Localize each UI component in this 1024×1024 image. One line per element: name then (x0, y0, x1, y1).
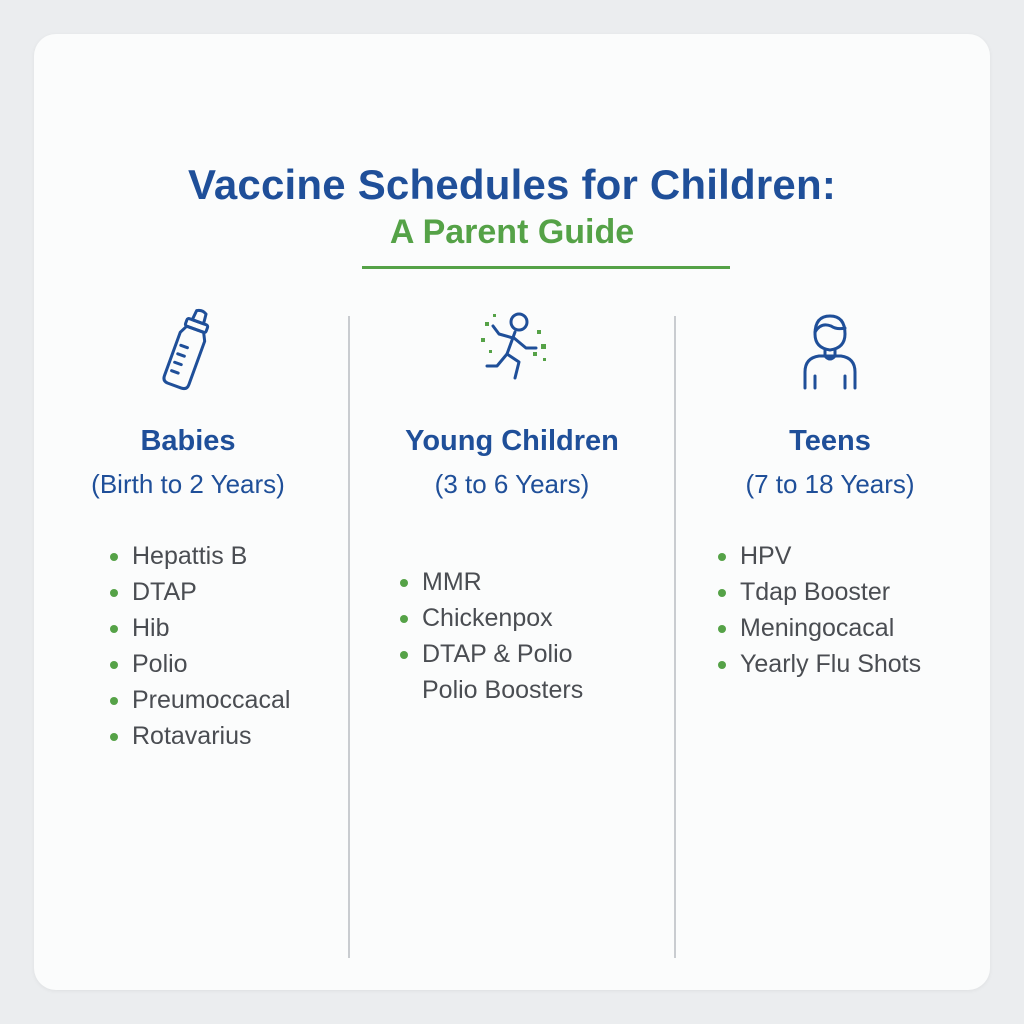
column-title: Young Children (405, 425, 619, 457)
list-item: Polio (108, 646, 290, 682)
list-item: MMR (398, 564, 583, 600)
list-item-continuation: Polio Boosters (422, 676, 584, 704)
page-subtitle: A Parent Guide (389, 213, 635, 251)
bullet-icon (400, 615, 408, 623)
bullet-icon (718, 553, 726, 561)
bullet-icon (110, 661, 118, 669)
column-young-children (352, 304, 672, 954)
column-age-range: (3 to 6 Years) (434, 469, 590, 499)
list-item: Meningocacal (716, 610, 921, 646)
bullet-icon (400, 651, 408, 659)
vaccine-list (398, 564, 583, 708)
list-item: Chickenpox (398, 600, 583, 636)
list-item: DTAP & Polio Polio Boosters (398, 636, 583, 708)
bullet-icon (718, 661, 726, 669)
running-child-icon (467, 304, 557, 394)
list-item: DTAP (108, 574, 290, 610)
bullet-icon (110, 625, 118, 633)
column-age-range: (7 to 18 Years) (745, 469, 915, 499)
bullet-icon (110, 733, 118, 741)
column-babies (28, 304, 348, 954)
column-divider-1 (348, 316, 350, 958)
bullet-icon (718, 625, 726, 633)
column-title: Babies (140, 425, 236, 457)
bullet-icon (400, 579, 408, 587)
baby-bottle-icon (143, 304, 233, 394)
list-item: Hepattis B (108, 538, 290, 574)
title-underline (362, 266, 730, 269)
list-item: Rotavarius (108, 718, 290, 754)
bullet-icon (110, 589, 118, 597)
list-item: Tdap Booster (716, 574, 921, 610)
guide-card (34, 34, 990, 990)
column-teens (670, 304, 990, 954)
list-item: HPV (716, 538, 921, 574)
list-item: Yearly Flu Shots (716, 646, 921, 682)
list-item: Preumoccacal (108, 682, 290, 718)
list-item: Hib (108, 610, 290, 646)
teen-person-icon (785, 304, 875, 394)
bullet-icon (110, 553, 118, 561)
vaccine-list (108, 538, 290, 754)
vaccine-list (716, 538, 921, 682)
column-age-range: (Birth to 2 Years) (91, 469, 285, 499)
page-title: Vaccine Schedules for Children: (187, 161, 837, 208)
bullet-icon (110, 697, 118, 705)
column-title: Teens (789, 425, 871, 457)
bullet-icon (718, 589, 726, 597)
